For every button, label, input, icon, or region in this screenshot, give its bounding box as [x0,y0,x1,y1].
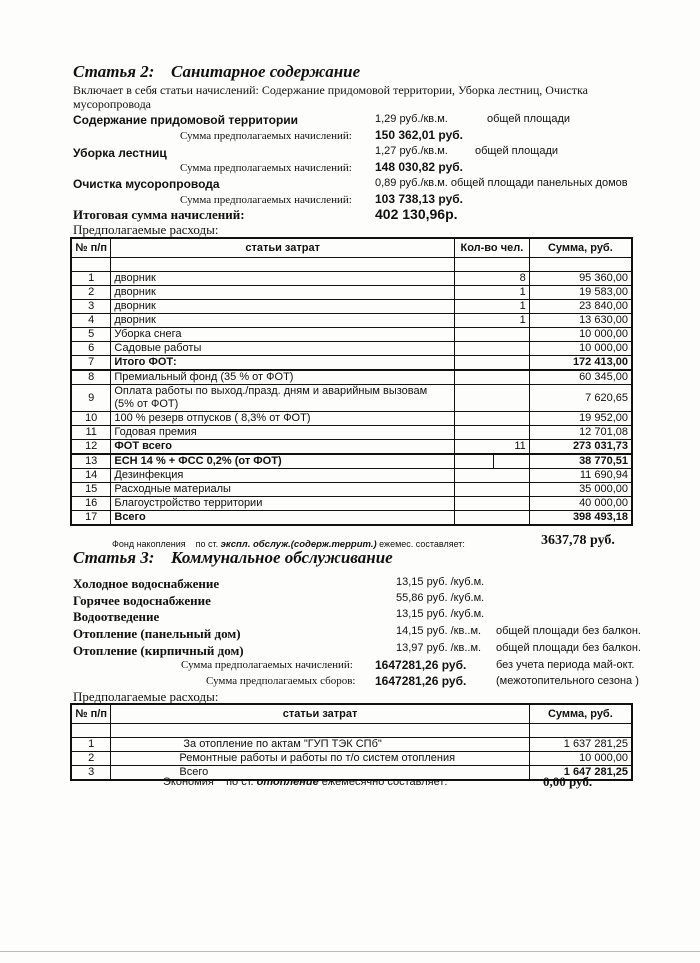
fund-label-c: экспл. обслуж.(содерж.террит.) [220,539,377,550]
item-area: общей площади [487,113,571,125]
section-3-collect-note: (межотопительного сезона ) [496,675,639,687]
section-3-expenses-label: Предполагаемые расходы: [73,689,219,704]
row-item: ФОТ всего [111,440,455,455]
row-item: Всего [111,766,529,781]
row-sum: 19 952,00 [529,412,632,426]
row-item: Садовые работы [111,342,455,356]
table-row [71,469,632,483]
table-row [71,511,632,526]
row-qty [454,454,529,469]
table-row [71,300,632,314]
table-row [71,385,632,412]
economy-label-c: отопление [256,776,319,788]
row-qty [454,385,529,412]
table-row [71,356,632,371]
item-sum: 150 362,01 руб. [375,128,463,142]
row-sum: 23 840,00 [529,300,632,314]
table-row [71,272,632,286]
utility-rate: 13,97 руб. /кв..м. [396,642,482,654]
economy-label-a: Экономия [163,776,214,788]
row-sum: 273 031,73 [529,440,632,455]
section-3-expenses-table [70,703,633,781]
row-sum: 12 701,08 [529,426,632,440]
item-rate: 1,27 руб./кв.м. [375,145,448,157]
row-item: Итого ФОТ: [111,356,455,371]
row-sum: 13 630,00 [529,314,632,328]
section-3-collect-label: Сумма предполагаемых сборов: [206,675,356,687]
fund-label-b: по ст. [195,539,219,549]
row-item: Уборка снега [111,328,455,342]
row-qty [454,370,529,385]
economy-line [163,776,447,788]
table-row [71,328,632,342]
col-header-sum: Сумма, руб. [529,238,632,258]
row-item: Дезинфекция [111,469,455,483]
row-number: 14 [71,469,111,483]
item-area: общей площади [475,145,559,157]
row-qty [454,426,529,440]
utility-name: Холодное водоснабжение [73,576,220,591]
row-sum: 60 345,00 [529,370,632,385]
section-2-title: Санитарное содержание [171,62,361,81]
section-3-title: Коммунальное обслуживание [171,548,393,567]
table-row [71,483,632,497]
row-sum: 40 000,00 [529,497,632,511]
row-sum: 172 413,00 [529,356,632,371]
utility-note: общей площади без балкон. [496,642,641,654]
utility-name: Отопление (кирпичный дом) [73,643,244,658]
row-number: 4 [71,314,111,328]
row-item [111,385,455,412]
row-sum: 10 000,00 [529,752,632,766]
row-item: дворник [111,314,455,328]
row-item: Премиальный фонд (35 % от ФОТ) [111,370,455,385]
row-qty [454,412,529,426]
row-item-line-1: Оплата работы по выход./празд. дням и аварийным вызовам [114,385,428,397]
row-number: 8 [71,370,111,385]
row-sum: 1 637 281,25 [529,738,632,752]
utility-rate: 13,15 руб. /куб.м. [396,576,485,588]
section-2-intro-line-2: мусоропровода [73,97,152,111]
item-name: Содержание придомовой территории [73,113,299,127]
economy-value: 0,00 руб. [543,774,593,789]
row-number: 1 [71,272,111,286]
row-number: 17 [71,511,111,526]
item-name: Очистка мусоропровода [73,177,220,191]
row-number: 5 [71,328,111,342]
utility-name: Горячее водоснабжение [73,593,211,608]
row-number: 15 [71,483,111,497]
row-number: 6 [71,342,111,356]
row-qty: 1 [454,300,529,314]
fund-value: 3637,78 руб. [541,533,615,548]
section-2-table-body [71,272,632,526]
section-2-heading [73,62,360,82]
item-name: Уборка лестниц [73,146,167,160]
table-row [71,752,632,766]
row-number: 13 [71,454,111,469]
row-qty: 1 [454,314,529,328]
row-qty [454,497,529,511]
col-header-number: № п/п [71,238,111,258]
item-sum-label: Сумма предполагаемых начислений: [180,130,352,142]
section-3-sum-value: 1647281,26 руб. [375,658,467,672]
section-3-sum-label: Сумма предполагаемых начислений: [181,659,353,671]
row-number: 1 [71,738,111,752]
item-rate: 1,29 руб./кв.м. [375,113,448,125]
col-header-item: статьи затрат [111,704,529,724]
col-header-item: статьи затрат [111,238,455,258]
row-number: 11 [71,426,111,440]
table-row [71,370,632,385]
row-item: Годовая премия [111,426,455,440]
utility-rate: 13,15 руб. /куб.м. [396,608,485,620]
row-item: Ремонтные работы и работы по т/о систем отопления [111,752,529,766]
fund-label-a: Фонд накопления [112,539,186,549]
row-qty: 8 [454,272,529,286]
row-number: 3 [71,300,111,314]
row-item-line-2: (5% от ФОТ) [114,398,179,410]
page-edge-divider [0,951,700,952]
table-row [71,738,632,752]
row-number: 12 [71,440,111,455]
section-3-collect-value: 1647281,26 руб. [375,674,467,688]
table-row [71,286,632,300]
item-sum: 103 738,13 руб. [375,192,463,206]
row-sum: 95 360,00 [529,272,632,286]
row-qty [454,356,529,371]
table-row [71,454,632,469]
table-header-row [71,704,632,724]
section-2-total-value: 402 130,96р. [375,206,458,222]
row-qty [454,511,529,526]
row-qty [454,342,529,356]
table-row [71,497,632,511]
row-item: За отопление по актам "ГУП ТЭК СПб" [111,738,529,752]
economy-label-d: ежемесячно составляет: [321,776,448,788]
row-qty: 11 [454,440,529,455]
row-item: Благоустройство территории [111,497,455,511]
row-sum: 35 000,00 [529,483,632,497]
row-qty [454,469,529,483]
section-2-intro-line-1: Включает в себя статьи начислений: Содержание придомовой территории, Уборка лестниц, Очистка [73,83,588,97]
utility-name: Отопление (панельный дом) [73,626,241,641]
row-sum: 11 690,94 [529,469,632,483]
row-number: 7 [71,356,111,371]
row-sum: 10 000,00 [529,342,632,356]
table-header-row [71,238,632,258]
table-row [71,342,632,356]
row-number: 3 [71,766,111,781]
row-item: дворник [111,272,455,286]
section-3-number: Статья 3: [73,548,155,567]
table-row [71,412,632,426]
row-item: Расходные материалы [111,483,455,497]
col-header-number: № п/п [71,704,111,724]
row-sum: 1 647 281,25 [529,766,632,781]
table-row [71,440,632,455]
economy-label-b: по ст. [226,776,254,788]
row-item: Всего [111,511,455,526]
section-3-sum-note: без учета периода май-окт. [496,659,635,671]
utility-name: Водоотведение [73,609,160,624]
item-sum: 148 030,82 руб. [375,160,463,174]
item-sum-label: Сумма предполагаемых начислений: [180,162,352,174]
row-number: 10 [71,412,111,426]
row-sum: 19 583,00 [529,286,632,300]
section-3-heading [73,548,393,568]
utility-rate: 14,15 руб. /кв..м. [396,625,482,637]
section-2-number: Статья 2: [73,62,155,81]
section-2-expenses-label: Предполагаемые расходы: [73,222,219,237]
row-number: 9 [71,385,111,412]
row-sum: 7 620,65 [529,385,632,412]
col-header-qty: Кол-во чел. [454,238,529,258]
item-rate: 0,89 руб./кв.м. общей площади панельных домов [375,177,628,189]
row-item: ЕСН 14 % + ФСС 0,2% (от ФОТ) [111,454,455,469]
section-2-total-label: Итоговая сумма начислений: [73,207,245,222]
row-number: 2 [71,286,111,300]
row-item: дворник [111,300,455,314]
utility-rate: 55,86 руб. /куб.м. [396,592,485,604]
table-row [71,426,632,440]
row-qty [454,483,529,497]
utility-note: общей площади без балкон. [496,625,641,637]
row-sum: 10 000,00 [529,328,632,342]
fund-label-d: ежемес. составляет: [379,539,465,549]
row-item: 100 % резерв отпусков ( 8,3% от ФОТ) [111,412,455,426]
section-2-expenses-table [70,237,633,526]
row-number: 16 [71,497,111,511]
item-sum-label: Сумма предполагаемых начислений: [180,194,352,206]
row-qty [454,328,529,342]
row-qty: 1 [454,286,529,300]
row-sum: 38 770,51 [529,454,632,469]
row-number: 2 [71,752,111,766]
table-row [71,314,632,328]
col-header-sum: Сумма, руб. [529,704,632,724]
row-sum: 398 493,18 [529,511,632,526]
row-item: дворник [111,286,455,300]
